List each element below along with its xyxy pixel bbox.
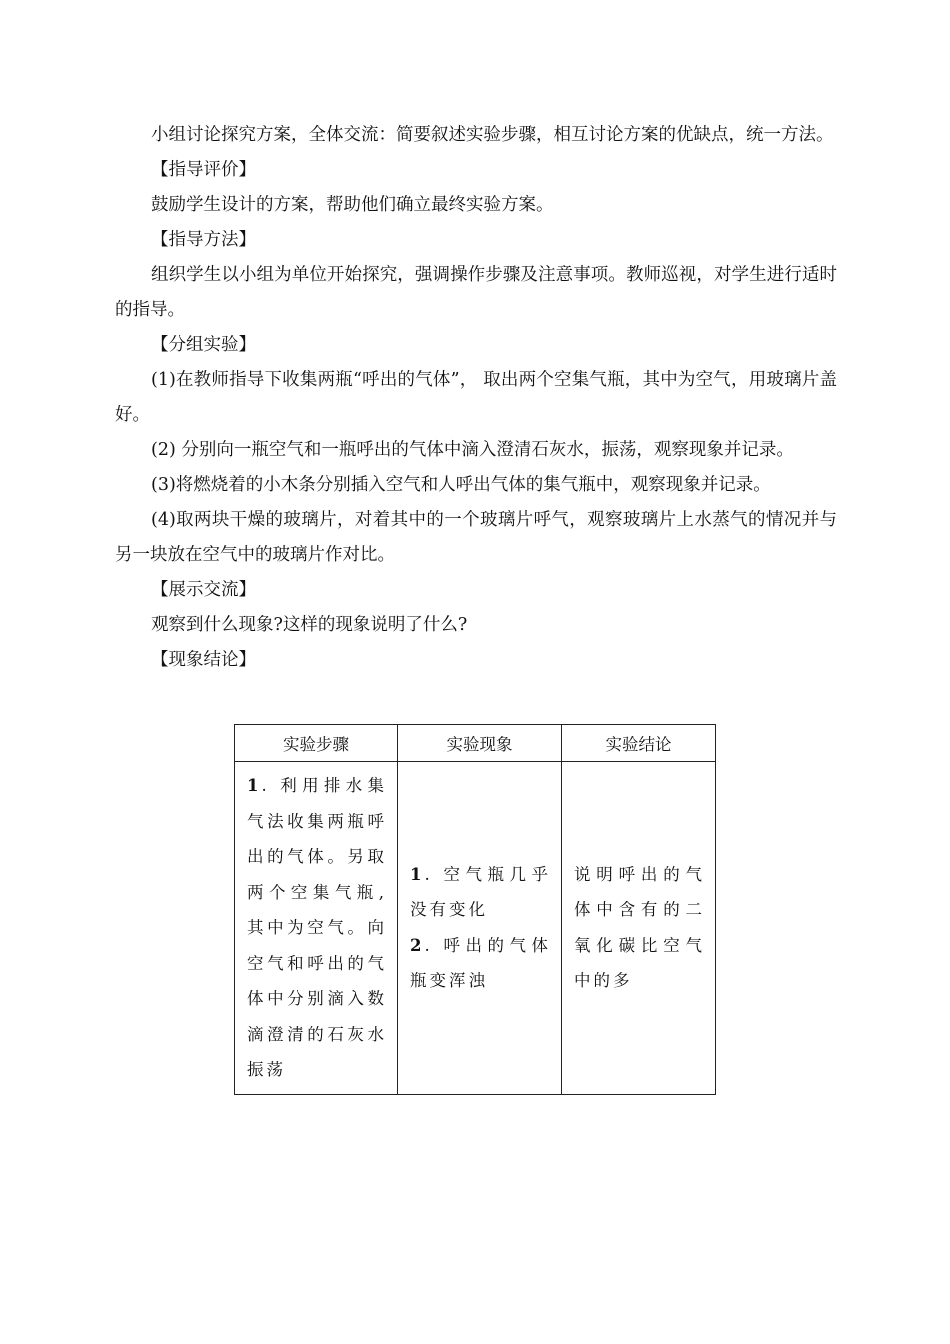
experiment-step-4: (4)取两块干燥的玻璃片，对着其中的一个玻璃片呼气，观察玻璃片上水蒸气的情况并与另一块放在空气中的玻璃片作对比。 xyxy=(115,510,837,565)
section-heading-phenomena-conclusion: 【现象结论】 xyxy=(151,650,256,670)
header-phenomena: 实验现象 xyxy=(398,725,562,762)
section-heading-guidance-evaluation: 【指导评价】 xyxy=(151,160,256,180)
phenomenon-2 xyxy=(410,928,551,999)
document-body xyxy=(115,118,837,678)
phenomenon-1-text: . 空气瓶几乎没有变化 xyxy=(410,864,551,920)
cell-steps xyxy=(235,762,398,1095)
step-number: 1 xyxy=(247,776,262,795)
table-row xyxy=(235,762,716,1095)
section-heading-exchange: 【展示交流】 xyxy=(151,580,256,600)
results-table xyxy=(234,724,716,1095)
header-conclusion: 实验结论 xyxy=(562,725,716,762)
phenomenon-2-text: . 呼出的气体瓶变浑浊 xyxy=(410,935,551,991)
experiment-step-1: (1)在教师指导下收集两瓶“呼出的气体”， 取出两个空集气瓶，其中为空气，用玻璃片盖好。 xyxy=(115,370,837,425)
phenomenon-1-number: 1 xyxy=(410,864,425,884)
section-heading-guidance-method: 【指导方法】 xyxy=(151,230,256,250)
experiment-step-3: (3)将燃烧着的小木条分别插入空气和人呼出气体的集气瓶中，观察现象并记录。 xyxy=(151,475,771,495)
cell-phenomena xyxy=(398,762,562,1095)
table-header-row xyxy=(235,725,716,762)
phenomenon-1 xyxy=(410,857,551,928)
section-heading-group-experiment: 【分组实验】 xyxy=(151,335,256,355)
method-paragraph: 组织学生以小组为单位开始探究，强调操作步骤及注意事项。教师巡视，对学生进行适时的指导。 xyxy=(115,265,837,320)
exchange-paragraph: 观察到什么现象?这样的现象说明了什么? xyxy=(151,615,468,635)
evaluation-paragraph: 鼓励学生设计的方案，帮助他们确立最终实验方案。 xyxy=(151,195,554,215)
header-steps: 实验步骤 xyxy=(235,725,398,762)
experiment-step-2: (2) 分别向一瓶空气和一瓶呼出的气体中滴入澄清石灰水，振荡，观察现象并记录。 xyxy=(151,440,794,460)
cell-conclusion: 说明呼出的气体中含有的二氧化碳比空气中的多 xyxy=(562,762,716,1095)
phenomenon-2-number: 2 xyxy=(410,935,425,955)
step-text: . 利用排水集气法收集两瓶呼出的气体。另取两个空集气瓶,其中为空气。向空气和呼出的气体中分别滴入数滴澄清的石灰水振荡 xyxy=(247,776,387,1079)
discussion-paragraph: 小组讨论探究方案，全体交流：简要叙述实验步骤，相互讨论方案的优缺点，统一方法。 xyxy=(151,125,834,145)
